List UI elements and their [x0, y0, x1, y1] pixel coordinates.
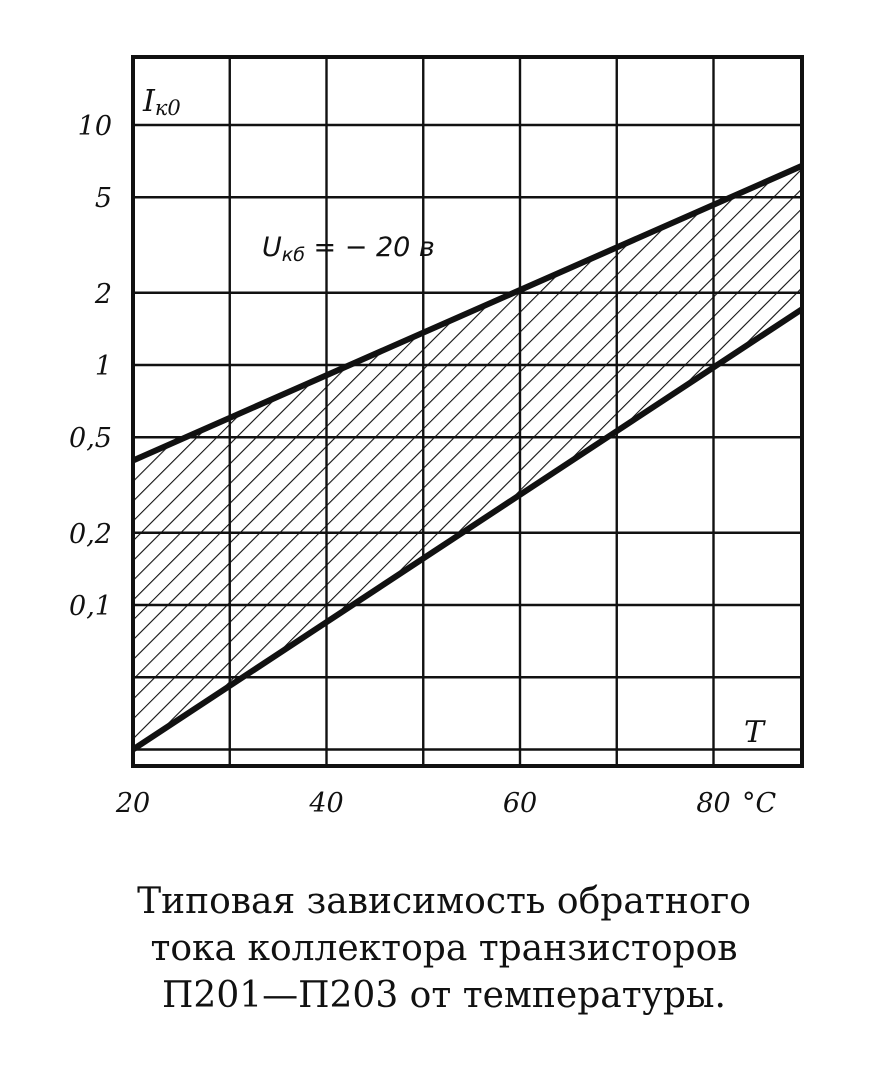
x-axis-label: T [744, 715, 765, 750]
y-axis-label-main: I [143, 84, 155, 119]
y-tick-label: 0,1 [69, 591, 112, 622]
y-tick-label: 0,2 [69, 518, 112, 550]
y-tick-labels [69, 111, 112, 622]
x-tick-label: 40 [309, 788, 344, 819]
y-tick-label: 2 [94, 278, 112, 310]
y-axis-label [142, 84, 181, 120]
y-tick-label: 0,5 [69, 423, 112, 455]
x-tick-label: 80 [696, 788, 731, 819]
x-tick-label: 20 [115, 788, 151, 819]
voltage-annotation [262, 232, 435, 266]
y-tick-label: 5 [94, 183, 112, 215]
x-tick-labels [115, 788, 731, 819]
caption-line: Типовая зависимость обратного [137, 881, 751, 922]
hatched-band [133, 162, 810, 749]
x-tick-label: 60 [502, 788, 538, 819]
figure-caption [0, 878, 888, 1019]
y-axis-label-sub: к0 [154, 96, 181, 120]
x-axis-unit: °C [742, 788, 777, 819]
voltage-annotation-sub: кб [281, 244, 305, 266]
band-layer [133, 162, 810, 749]
voltage-annotation-main: U [262, 232, 282, 263]
y-tick-label: 1 [94, 351, 112, 382]
caption-line: тока коллектора транзисторов [150, 928, 738, 969]
voltage-annotation-suffix: = − 20 в [304, 232, 435, 263]
y-tick-label: 10 [77, 111, 112, 142]
caption-line: П201—П203 от температуры. [162, 975, 726, 1016]
